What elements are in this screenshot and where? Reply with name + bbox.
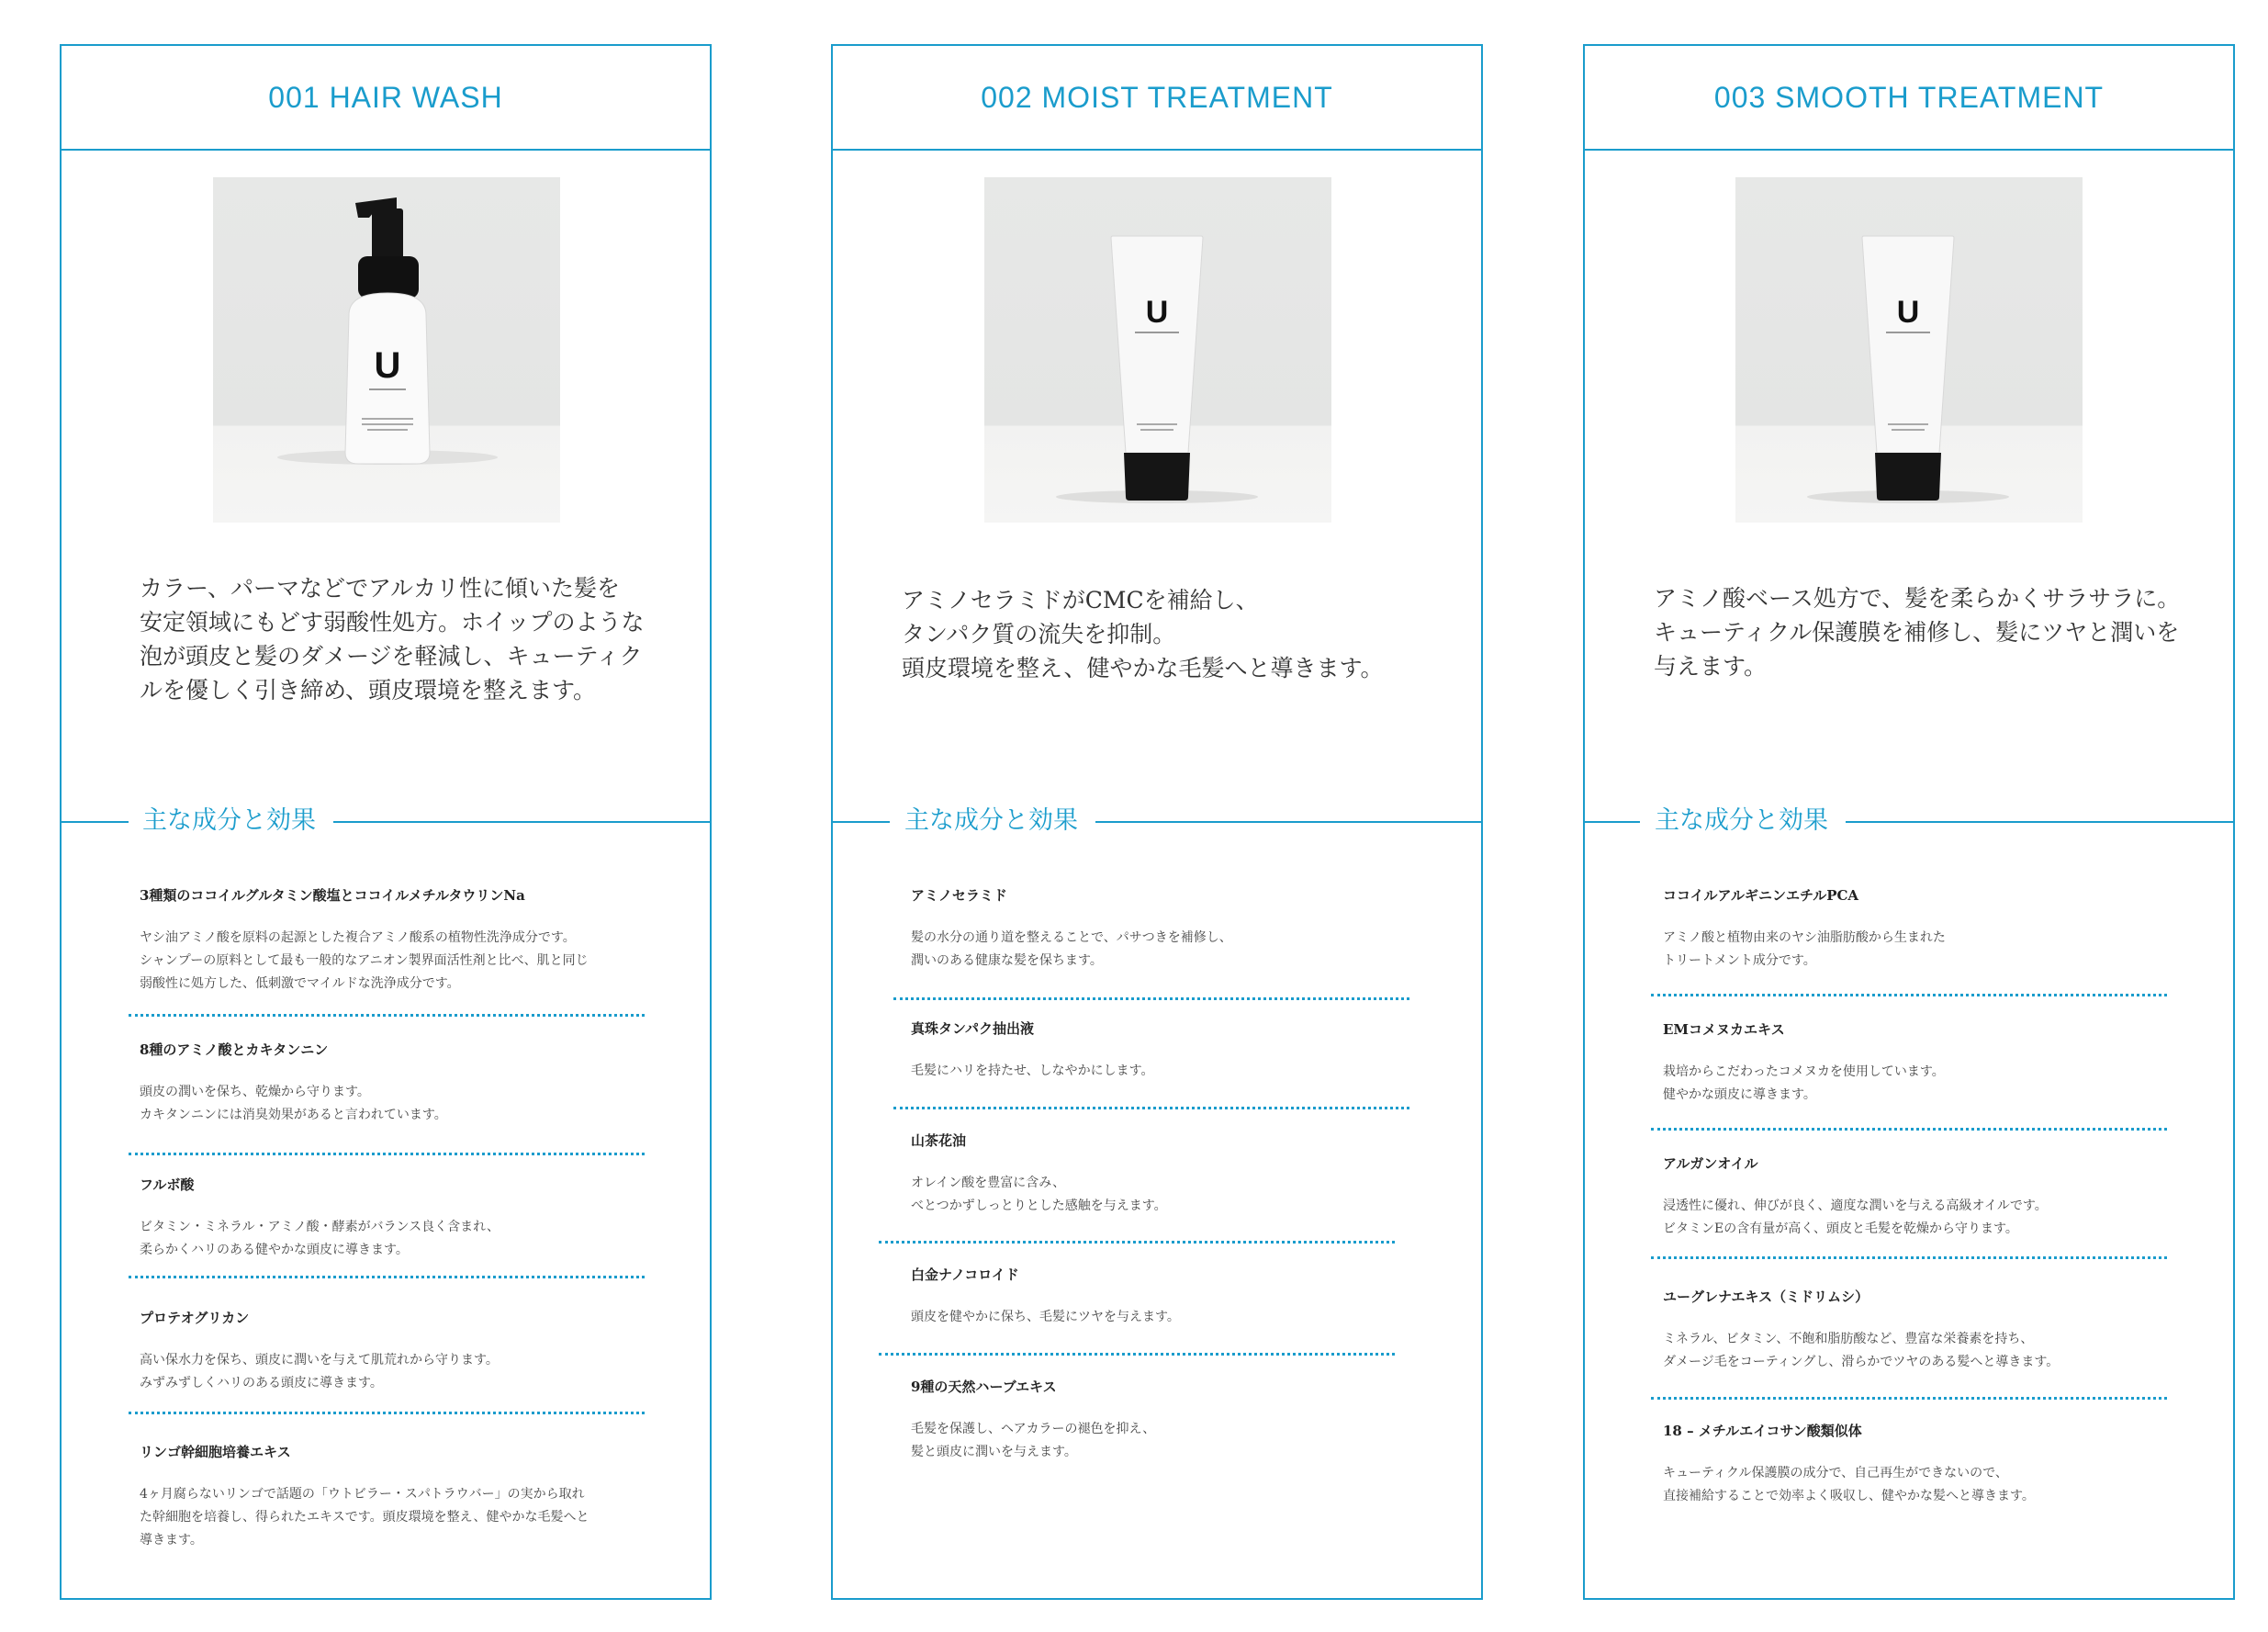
section-heading	[1585, 803, 2233, 839]
ingredient-name: リンゴ幹細胞培養エキス	[140, 1444, 291, 1460]
svg-text:U: U	[1145, 295, 1169, 330]
ingredient-name: 白金ナノコロイド	[911, 1266, 1019, 1283]
ingredient-text: 頭皮を健やかに保ち、毛髪にツヤを与えます。	[911, 1310, 1180, 1324]
ingredient-item	[140, 885, 589, 996]
section-title: 主な成分と効果	[142, 806, 316, 835]
divider-line	[333, 821, 710, 823]
ingredient-text: 髪の水分の通り道を整えることで、パサつきを補修し、 潤いのある健康な髪を保ちます。	[911, 930, 1232, 968]
product-description: カラー、パーマなどでアルカリ性に傾いた髪を 安定領域にもどす弱酸性処方。ホイップのような 泡が頭皮と髪のダメージを軽減し、キューティク ルを優しく引き締め、頭皮環境を整えます。	[140, 575, 645, 703]
dotted-divider	[1651, 994, 2167, 996]
ingredient-text: ビタミン・ミネラル・アミノ酸・酵素がバランス良く含まれ、 柔らかくハリのある健やかな頭皮に導きます。	[140, 1220, 500, 1257]
dotted-divider	[129, 1412, 645, 1414]
dotted-divider	[129, 1014, 645, 1017]
dotted-divider	[1651, 1128, 2167, 1131]
section-heading	[833, 803, 1481, 839]
ingredient-text: キューティクル保護膜の成分で、自己再生ができないので、 直接補給することで効率よく吸収し、健やかな髪へと導きます。	[1663, 1466, 2035, 1503]
divider-line	[62, 821, 129, 823]
ingredient-name: ココイルアルギニンエチルPCA	[1663, 887, 1859, 904]
ingredient-item	[911, 1131, 1167, 1218]
ingredient-item	[140, 1442, 589, 1552]
product-card-moist-treatment	[831, 44, 1483, 1600]
dotted-divider	[893, 997, 1409, 1000]
ingredient-text: アミノ酸と植物由来のヤシ油脂肪酸から生まれた トリートメント成分です。	[1663, 930, 1946, 968]
product-description: アミノ酸ベース処方で、髪を柔らかくサラサラに。 キューティクル保護膜を補修し、髪にツヤと潤いを 与えます。	[1654, 585, 2181, 680]
divider-line	[1846, 821, 2233, 823]
dotted-divider	[129, 1153, 645, 1155]
ingredient-item	[1663, 885, 1946, 973]
ingredient-name: 8種のアミノ酸とカキタンニン	[140, 1041, 329, 1058]
dotted-divider	[1651, 1256, 2167, 1259]
ingredient-text: 毛髪を保護し、ヘアカラーの褪色を抑え、 髪と頭皮に潤いを与えます。	[911, 1422, 1156, 1459]
ingredient-item	[911, 885, 1232, 973]
svg-text:U: U	[374, 345, 401, 386]
ingredient-text: 高い保水力を保ち、頭皮に潤いを与えて肌荒れから守ります。 みずみずしくハリのある頭皮に導きます。	[140, 1353, 499, 1390]
ingredient-item	[140, 1040, 447, 1127]
ingredient-item	[1663, 1421, 2035, 1508]
divider-line	[1585, 821, 1640, 823]
svg-text:U: U	[1896, 295, 1920, 330]
ingredient-name: アルガンオイル	[1663, 1155, 1758, 1172]
ingredient-name: 真珠タンパク抽出液	[911, 1020, 1034, 1037]
dotted-divider	[129, 1276, 645, 1278]
dotted-divider	[893, 1107, 1409, 1109]
dotted-divider	[879, 1353, 1395, 1356]
section-title: 主な成分と効果	[1655, 806, 1828, 835]
divider-line	[1095, 821, 1481, 823]
dotted-divider	[879, 1241, 1395, 1244]
ingredient-text: ミネラル、ビタミン、不飽和脂肪酸など、豊富な栄養素を持ち、 ダメージ毛をコーティングし、滑らかでツヤのある髪へと導きます。	[1663, 1332, 2060, 1369]
ingredient-item	[140, 1175, 500, 1262]
ingredient-name: 3種類のココイルグルタミン酸塩とココイルメチルタウリンNa	[140, 887, 525, 904]
section-title: 主な成分と効果	[904, 806, 1078, 835]
ingredient-name: 9種の天然ハーブエキス	[911, 1379, 1057, 1395]
product-photo-tube	[984, 177, 1331, 523]
product-card-hair-wash	[60, 44, 712, 1600]
product-photo-tube	[1735, 177, 2083, 523]
ingredient-item	[911, 1265, 1180, 1329]
card-title: 003 SMOOTH TREATMENT	[1713, 80, 2105, 114]
ingredient-text: 毛髪にハリを持たせ、しなやかにします。	[911, 1064, 1154, 1078]
ingredient-name: 山茶花油	[911, 1132, 967, 1149]
card-header	[833, 46, 1481, 151]
divider-line	[833, 821, 890, 823]
ingredient-text: 栽培からこだわったコメヌカを使用しています。 健やかな頭皮に導きます。	[1663, 1064, 1945, 1102]
product-photo-pump-bottle	[213, 177, 560, 523]
ingredient-item	[1663, 1154, 2048, 1241]
section-heading	[62, 803, 710, 839]
ingredient-item	[911, 1377, 1155, 1464]
ingredient-text: 頭皮の潤いを保ち、乾燥から守ります。 カキタンニンには消臭効果があると言われています。	[140, 1085, 447, 1122]
card-header	[62, 46, 710, 151]
ingredient-name: 18 – メチルエイコサン酸類似体	[1663, 1423, 1862, 1439]
dotted-divider	[1651, 1397, 2167, 1400]
ingredient-item	[911, 1019, 1153, 1083]
product-card-smooth-treatment	[1583, 44, 2235, 1600]
ingredient-item	[140, 1308, 499, 1395]
ingredient-name: EMコメヌカエキス	[1663, 1021, 1785, 1038]
ingredient-name: フルボ酸	[140, 1176, 195, 1193]
product-description: アミノセラミドがCMCを補給し、 タンパク質の流失を抑制。 頭皮環境を整え、健やかな毛髪へと導きます。	[902, 587, 1384, 681]
ingredient-item	[1663, 1287, 2059, 1374]
ingredient-name: プロテオグリカン	[140, 1310, 250, 1326]
card-title: 001 HAIR WASH	[268, 80, 503, 114]
ingredient-text: オレイン酸を豊富に含み、 べとつかずしっとりとした感触を与えます。	[911, 1176, 1167, 1213]
ingredient-text: 浸透性に優れ、伸びが良く、適度な潤いを与える高級オイルです。 ビタミンEの含有量が高く、頭皮と毛髪を乾燥から守ります。	[1663, 1199, 2048, 1236]
ingredient-name: ユーグレナエキス（ミドリムシ）	[1663, 1289, 1869, 1305]
ingredient-name: アミノセラミド	[911, 887, 1007, 904]
ingredient-text: ヤシ油アミノ酸を原料の起源とした複合アミノ酸系の植物性洗浄成分です。 シャンプーの原料として最も一般的なアニオン製界面活性剤と比べ、肌と同じ 弱酸性に処方した、低刺激でマイルドな洗浄成分です。	[140, 930, 589, 991]
card-header	[1585, 46, 2233, 151]
ingredient-item	[1663, 1019, 1945, 1107]
card-title: 002 MOIST TREATMENT	[981, 80, 1333, 114]
ingredient-text: 4ヶ月腐らないリンゴで話題の「ウトビラー・スパトラウバー」の実から取れ た幹細胞を培養し、得られたエキスです。頭皮環境を整え、健やかな毛髪へと 導きます。	[140, 1487, 589, 1548]
